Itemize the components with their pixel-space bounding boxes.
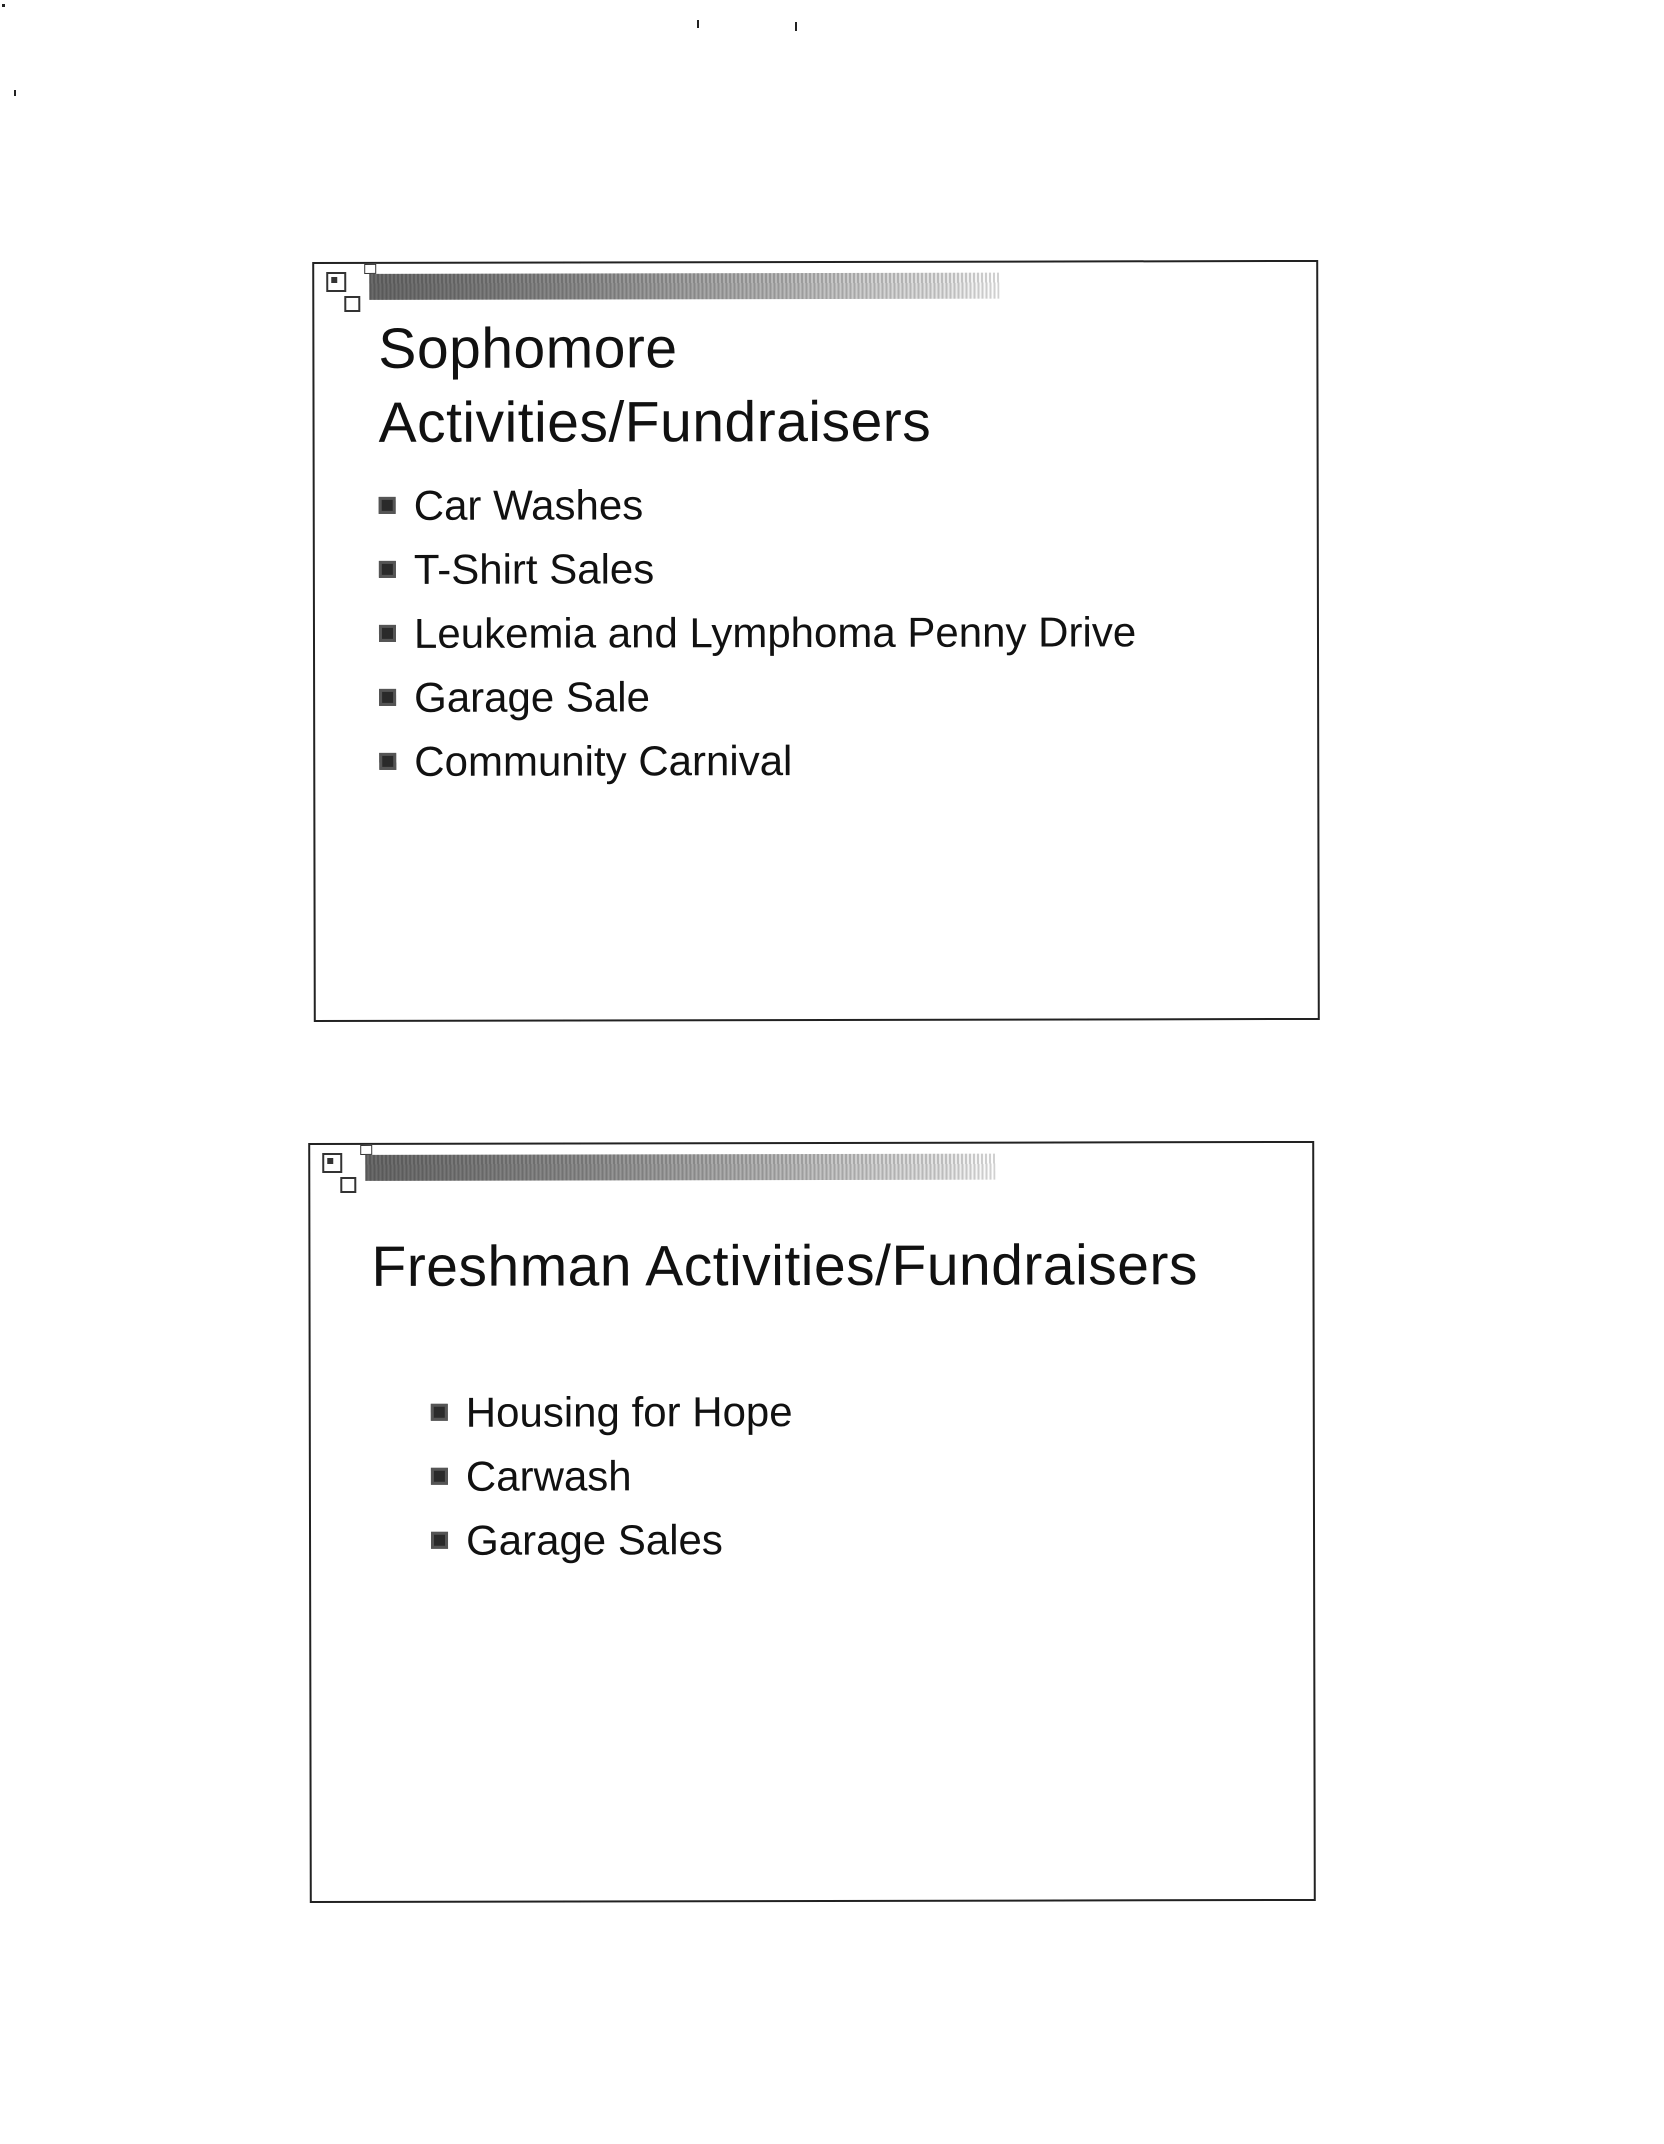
- header-gradient-bar: [365, 1154, 995, 1181]
- list-item: [429, 1388, 793, 1437]
- bullet-text: Car Washes: [413, 481, 644, 529]
- square-bullet-icon: [431, 1404, 448, 1421]
- decorative-square-icon: [340, 1177, 356, 1193]
- square-bullet-icon: [431, 1468, 448, 1485]
- square-bullet-icon: [379, 561, 396, 578]
- bullet-text: T-Shirt Sales: [413, 545, 655, 593]
- square-bullet-icon: [379, 753, 396, 770]
- bullet-text: Carwash: [465, 1452, 632, 1500]
- list-item: [429, 1516, 793, 1565]
- slide-title: [378, 310, 1278, 460]
- slide-freshman: [308, 1141, 1316, 1903]
- scan-speck: [14, 90, 16, 96]
- square-bullet-icon: [379, 497, 396, 514]
- decorative-square-icon: [344, 296, 360, 312]
- header-gradient-bar: [369, 273, 999, 300]
- list-item: [377, 480, 1136, 530]
- bullet-text: Garage Sales: [465, 1516, 723, 1564]
- bullet-text: Leukemia and Lymphoma Penny Drive: [413, 608, 1137, 657]
- list-item: [377, 544, 1136, 594]
- scan-speck: [697, 20, 699, 28]
- scan-speck: [795, 22, 797, 31]
- decorative-square-icon: [364, 264, 376, 274]
- bullet-text: Housing for Hope: [465, 1388, 793, 1436]
- bullet-list: [429, 1388, 793, 1581]
- slide-sophomore: [312, 260, 1320, 1022]
- decorative-square-icon: [322, 1153, 342, 1173]
- list-item: [429, 1452, 793, 1501]
- title-line: Sophomore: [378, 316, 678, 381]
- slide-title: Freshman Activities/Fundraisers: [371, 1233, 1198, 1299]
- bullet-text: Community Carnival: [414, 737, 793, 785]
- decorative-square-icon: [360, 1145, 372, 1155]
- list-item: [377, 608, 1136, 658]
- square-bullet-icon: [431, 1532, 448, 1549]
- bullet-text: Garage Sale: [414, 673, 650, 721]
- list-item: [377, 736, 1136, 786]
- decorative-square-icon: [326, 272, 346, 292]
- list-item: [377, 672, 1136, 722]
- bullet-list: [377, 480, 1137, 802]
- square-bullet-icon: [379, 625, 396, 642]
- scan-speck: [2, 4, 5, 7]
- square-bullet-icon: [379, 689, 396, 706]
- title-line: Activities/Fundraisers: [378, 389, 932, 455]
